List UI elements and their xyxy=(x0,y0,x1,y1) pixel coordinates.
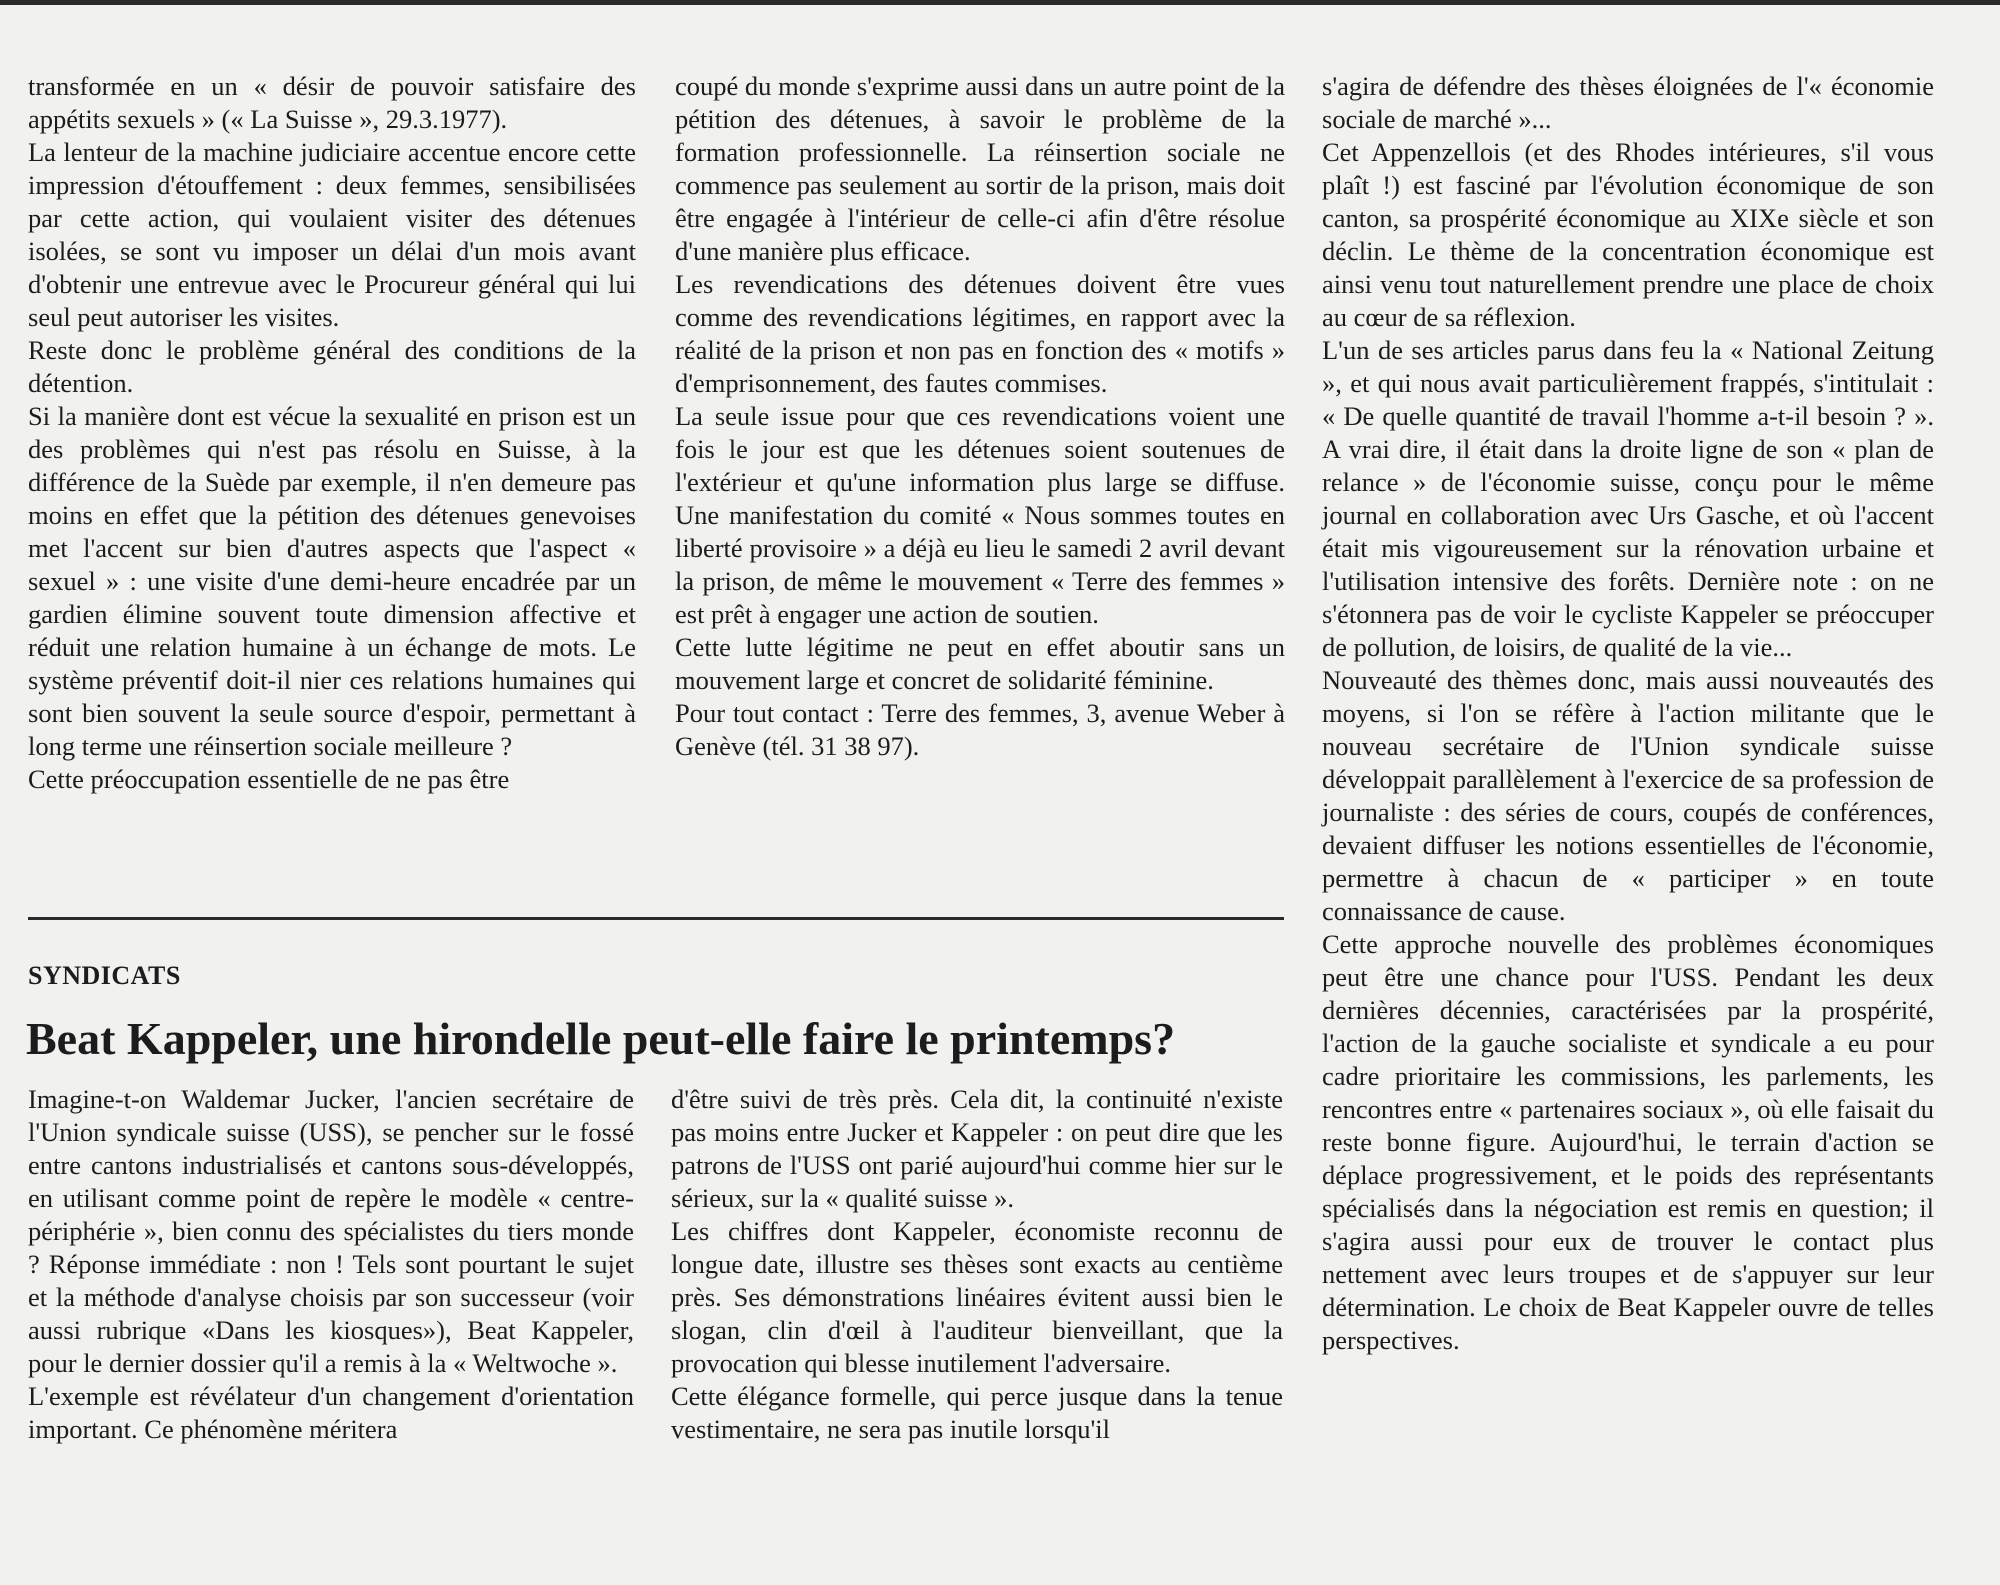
paragraph: s'agira de défendre des thèses éloignées de l'« économie sociale de marché »... xyxy=(1322,71,1934,134)
lower-left-column xyxy=(28,1083,634,1446)
paragraph: Nouveauté des thèmes donc, mais aussi nouveautés des moyens, si l'on se réfère à l'action militante que le nouveau secrétaire de l'Union syndicale suisse développait parallèlement à l'exercice de sa profession de journaliste : des séries de cours, coupés de conférences, devaient diffuser les notions essentielles de l'économie, permettre à chacun de « participer » en toute connaissance de cause. xyxy=(1322,665,1934,926)
article-headline: Beat Kappeler, une hirondelle peut-elle faire le printemps? xyxy=(26,1013,1176,1064)
paragraph: Si la manière dont est vécue la sexualité en prison est un des problèmes qui n'est pas résolu en Suisse, à la différence de la Suède par exemple, il n'en demeure pas moins en effet que la pétition des détenues genevoises met l'accent sur bien d'autres aspects que l'aspect « sexuel » : une visite d'une demi-heure encadrée par un gardien élimine souvent toute dimension affective et réduit une relation humaine à un échange de mots. Le système préventif doit-il nier ces relations humaines qui sont bien souvent la seule source d'espoir, permettant à long terme une réinsertion sociale meilleure ? xyxy=(28,401,636,761)
paragraph: transformée en un « désir de pouvoir satisfaire des appétits sexuels » (« La Suisse », 29.3.1977). xyxy=(28,71,636,134)
paragraph: Pour tout contact : Terre des femmes, 3, avenue Weber à Genève (tél. 31 38 97). xyxy=(675,698,1285,761)
paragraph: Cet Appenzellois (et des Rhodes intérieures, s'il vous plaît !) est fasciné par l'évolution économique de son canton, sa prospérité économique au XIXe siècle et son déclin. Le thème de la concentration économique est ainsi venu tout naturellement prendre une place de choix au cœur de sa réflexion. xyxy=(1322,137,1934,332)
upper-left-column xyxy=(28,70,636,796)
paragraph: Les chiffres dont Kappeler, économiste reconnu de longue date, illustre ses thèses sont exacts au centième près. Ses démonstrations linéaires évitent aussi bien le slogan, clin d'œil à l'auditeur bienveillant, que la provocation qui blesse inutilement l'adversaire. xyxy=(671,1216,1283,1378)
lower-middle-column xyxy=(671,1083,1283,1446)
paragraph: La lenteur de la machine judiciaire accentue encore cette impression d'étouffement : deux femmes, sensibilisées par cette action, qui voulaient visiter des détenues isolées, se sont vu imposer un délai d'un mois avant d'obtenir une entrevue avec le Procureur général qui lui seul peut autoriser les visites. xyxy=(28,137,636,332)
paragraph: L'un de ses articles parus dans feu la « National Zeitung », et qui nous avait particulièrement frappés, s'intitulait : « De quelle quantité de travail l'homme a-t-il besoin ? ». A vrai dire, il était dans la droite ligne de son « plan de relance » de l'économie suisse, conçu pour le même journal en collaboration avec Urs Gasche, et où l'accent était mis vigoureusement sur la rénovation urbaine et l'utilisation intensive des forêts. Dernière note : on ne s'étonnera pas de voir le cycliste Kappeler se préoccuper de pollution, de loisirs, de qualité de la vie... xyxy=(1322,335,1934,662)
paragraph: Cette préoccupation essentielle de ne pas être xyxy=(28,764,510,794)
paragraph: Cette approche nouvelle des problèmes économiques peut être une chance pour l'USS. Pendant les deux dernières décennies, caractérisées par la prospérité, l'action de la gauche socialiste et syndicale a eu pour cadre prioritaire les commissions, les parlements, les rencontres entre « partenaires sociaux », où elle faisait du reste bonne figure. Aujourd'hui, le terrain d'action se déplace progressivement, et le poids des représentants spécialisés dans la négociation est remis en question; il s'agira aussi pour eux de trouver le contact plus nettement avec leurs troupes et de s'appuyer sur leur détermination. Le choix de Beat Kappeler ouvre de telles perspectives. xyxy=(1322,929,1934,1355)
section-divider xyxy=(28,917,1284,920)
paragraph: Les revendications des détenues doivent être vues comme des revendications légitimes, en rapport avec la réalité de la prison et non pas en fonction des « motifs » d'emprisonnement, des fautes commises. xyxy=(675,269,1285,398)
upper-middle-column xyxy=(675,70,1285,763)
paragraph: Reste donc le problème général des conditions de la détention. xyxy=(28,335,636,398)
paragraph: d'être suivi de très près. Cela dit, la continuité n'existe pas moins entre Jucker et Kappeler : on peut dire que les patrons de l'USS ont parié aujourd'hui comme hier sur le sérieux, sur la « qualité suisse ». xyxy=(671,1084,1283,1213)
section-label: SYNDICATS xyxy=(28,961,181,990)
paragraph: Cette élégance formelle, qui perce jusque dans la tenue vestimentaire, ne sera pas inutile lorsqu'il xyxy=(671,1381,1283,1444)
right-column xyxy=(1322,70,1934,1357)
paragraph: coupé du monde s'exprime aussi dans un autre point de la pétition des détenues, à savoir le problème de la formation professionnelle. La réinsertion sociale ne commence pas seulement au sortir de la prison, mais doit être engagée à l'intérieur de celle-ci afin d'être résolue d'une manière plus efficace. xyxy=(675,71,1285,266)
paragraph: La seule issue pour que ces revendications voient une fois le jour est que les détenues soient soutenues de l'extérieur et qu'une information plus large se diffuse. Une manifestation du comité « Nous sommes toutes en liberté provisoire » a déjà eu lieu le samedi 2 avril devant la prison, de même le mouvement « Terre des femmes » est prêt à engager une action de soutien. xyxy=(675,401,1285,629)
page-top-rule xyxy=(0,0,2000,5)
paragraph: Cette lutte légitime ne peut en effet aboutir sans un mouvement large et concret de solidarité féminine. xyxy=(675,632,1285,695)
paragraph: L'exemple est révélateur d'un changement d'orientation important. Ce phénomène méritera xyxy=(28,1381,634,1444)
paragraph: Imagine-t-on Waldemar Jucker, l'ancien secrétaire de l'Union syndicale suisse (USS), se pencher sur le fossé entre cantons industrialisés et cantons sous-développés, en utilisant comme point de repère le modèle « centre-périphérie », bien connu des spécialistes du tiers monde ? Réponse immédiate : non ! Tels sont pourtant le sujet et la méthode d'analyse choisis par son successeur (voir aussi rubrique «Dans les kiosques»), Beat Kappeler, pour le dernier dossier qu'il a remis à la « Weltwoche ». xyxy=(28,1084,634,1378)
